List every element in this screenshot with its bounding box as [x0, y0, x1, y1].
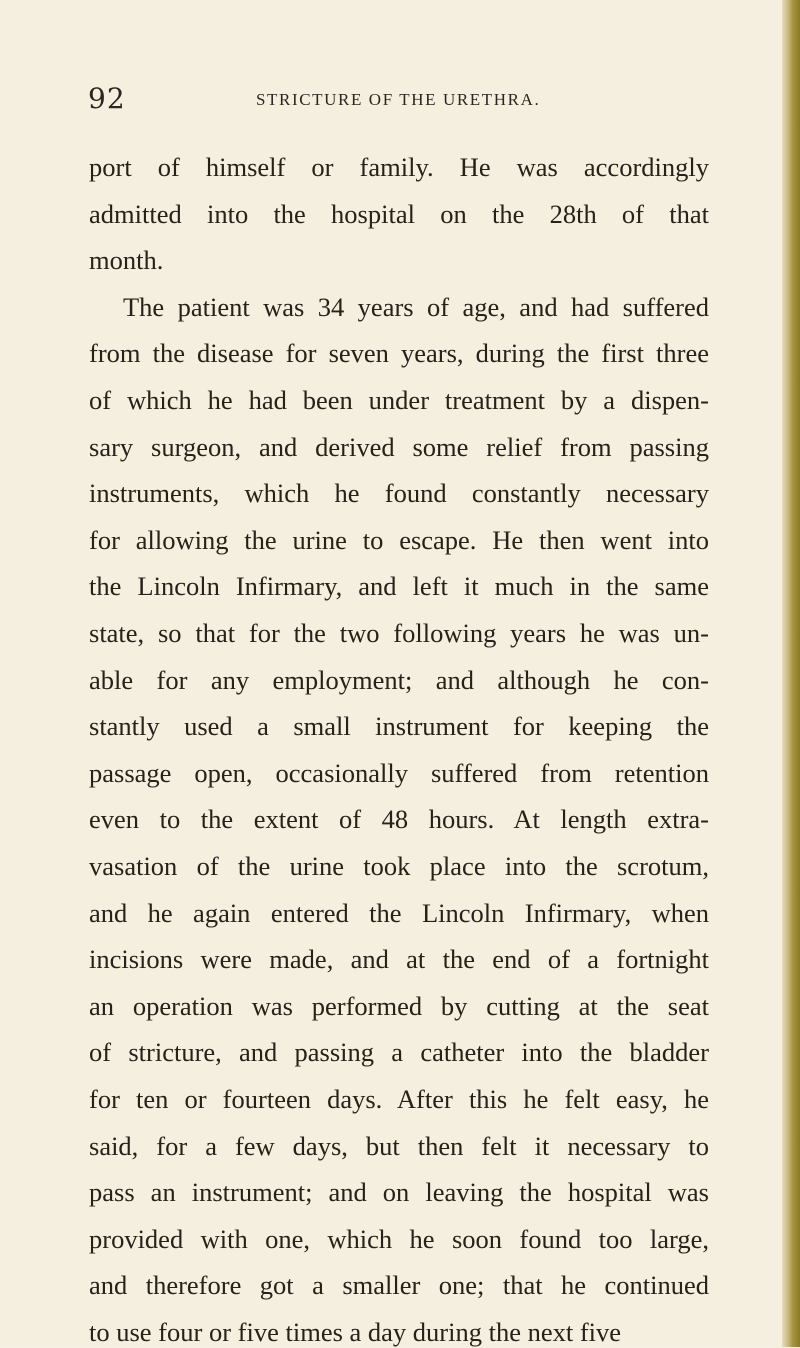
running-head: STRICTURE OF THE URETHRA. — [256, 90, 541, 109]
text-line: for ten or fourteen days. After this he felt easy, he — [89, 1084, 709, 1114]
gilt-page-edge — [782, 0, 800, 1347]
text-line: an operation was performed by cutting at the seat — [89, 990, 709, 1021]
text-line: for allowing the urine to escape. He then went into — [89, 524, 709, 555]
text-line: of stricture, and passing a catheter into the bladder — [89, 1037, 709, 1068]
text-line: port of himself or family. He was accordingly — [89, 152, 709, 182]
text-line: from the disease for seven years, during the first three — [89, 338, 709, 369]
text-line: The patient was 34 years of age, and had suffered — [123, 291, 709, 322]
text-line: admitted into the hospital on the 28th of that — [89, 198, 709, 229]
text-line: able for any employment; and although he con- — [89, 664, 709, 695]
text-line: said, for a few days, but then felt it necessary to — [89, 1130, 709, 1161]
text-line: state, so that for the two following years he was un- — [89, 618, 709, 648]
text-line: even to the extent of 48 hours. At length extra- — [89, 804, 709, 835]
text-line: the Lincoln Infirmary, and left it much in the same — [89, 571, 709, 602]
text-line: stantly used a small instrument for keeping the — [89, 711, 709, 742]
text-line: month. — [89, 245, 164, 276]
text-line: pass an instrument; and on leaving the hospital was — [89, 1177, 709, 1208]
text-line: provided with one, which he soon found too large, — [89, 1223, 709, 1254]
page-number: 92 — [88, 82, 126, 115]
text-line: sary surgeon, and derived some relief from passing — [89, 431, 709, 462]
text-line: incisions were made, and at the end of a fortnight — [89, 944, 709, 975]
text-line: and he again entered the Lincoln Infirmary, when — [89, 897, 709, 928]
text-line: passage open, occasionally suffered from retention — [89, 757, 709, 788]
text-line: and therefore got a smaller one; that he continued — [89, 1270, 709, 1301]
text-line: to use four or five times a day during the next five — [89, 1317, 622, 1347]
text-line: of which he had been under treatment by a dispen- — [89, 385, 709, 415]
text-line: instruments, which he found constantly necessary — [89, 478, 709, 509]
text-line: vasation of the urine took place into the scrotum, — [89, 851, 709, 881]
